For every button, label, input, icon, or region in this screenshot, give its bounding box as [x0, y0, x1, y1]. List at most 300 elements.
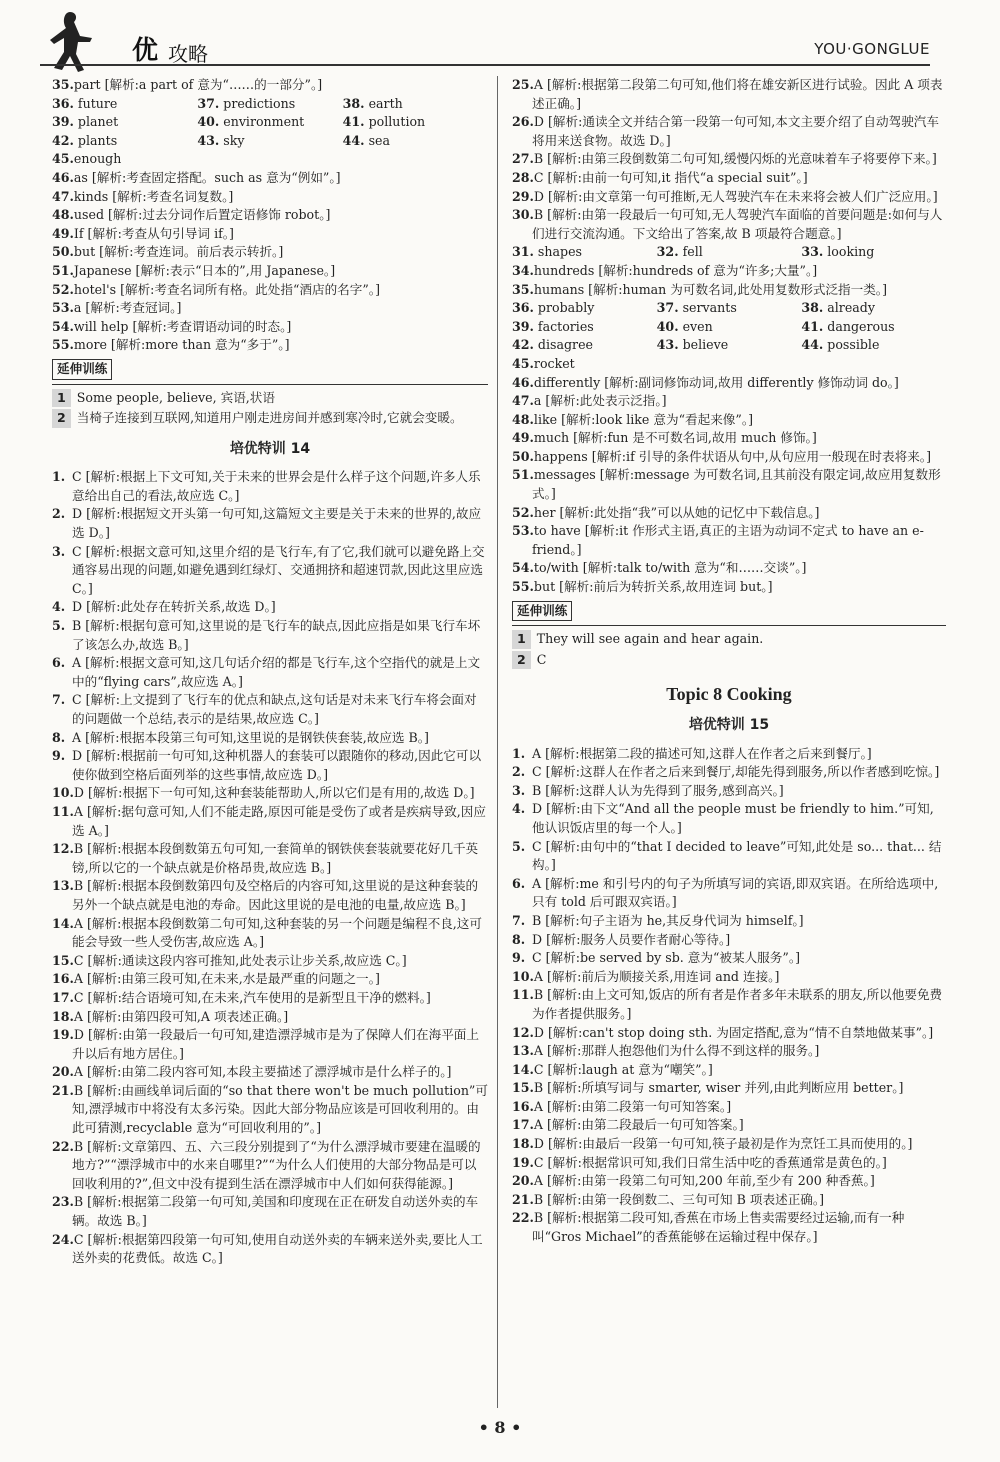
answer-number: 45.	[52, 151, 74, 167]
left-column	[52, 76, 488, 1268]
answer-number: 27.	[512, 151, 534, 167]
answer-item	[52, 76, 488, 95]
answer-item	[52, 729, 488, 748]
answer-cell	[512, 318, 657, 337]
extension-text: C	[536, 651, 547, 667]
answer-text: A [解析:根据本段第三句可知,这里说的是钢铁侠套装,故应选 B。]	[72, 729, 429, 745]
divider-line	[512, 625, 946, 626]
answer-text: but [解析:前后为转折关系,故用连词 but。]	[533, 579, 773, 595]
answer-number: 17.	[512, 1117, 534, 1133]
answer-text: A [解析:据句意可知,人们不能走路,原因可能是受伤了或者是疾病导致,因应选 A。]	[72, 803, 486, 838]
answer-cell	[52, 95, 197, 114]
answer-cell	[343, 95, 488, 114]
answer-list	[512, 355, 946, 597]
answer-number: 40.	[656, 318, 679, 334]
answer-text: B [解析:由第一段倒数二、三句可知 B 项表述正确。]	[533, 1191, 825, 1207]
answer-item	[52, 243, 488, 262]
logo-text: 优	[132, 36, 159, 66]
answer-number: 41.	[342, 114, 365, 130]
brand-logo	[40, 8, 240, 78]
answer-text: B [解析:根据第二段可知,香蕉在市场上售卖需要经过运输,而有一种叫“Gros Michael”的香蕉能够在运输过程中保存。]	[532, 1210, 905, 1245]
answer-number: 16.	[52, 971, 74, 987]
answer-item	[512, 782, 946, 801]
answer-number: 49.	[512, 430, 534, 446]
answer-number: 2.	[52, 506, 66, 522]
answer-text: much [解析:fun 是不可数名词,故用 much 修饰。]	[533, 430, 817, 446]
answer-text: hotel's [解析:考查名词所有格。此处指“酒店的名字”。]	[73, 281, 381, 297]
answer-item	[512, 504, 946, 523]
answer-item	[512, 1098, 946, 1117]
answer-item	[52, 336, 488, 355]
answer-list	[52, 76, 488, 95]
answer-text: hundreds [解析:hundreds of 意为“许多;大量”。]	[533, 262, 818, 278]
answer-number: 8.	[52, 729, 66, 745]
answer-text: part [解析:a part of 意为“……的一部分”。]	[73, 77, 323, 92]
answer-text: A [解析:由第三段可知,在未来,水是最严重的问题之一。]	[73, 971, 380, 987]
answer-cell	[657, 336, 802, 355]
answer-text: looking	[823, 244, 875, 260]
answer-number: 29.	[512, 188, 534, 204]
answer-number: 43.	[656, 337, 679, 353]
answer-text: rocket	[533, 355, 575, 371]
answer-item	[512, 1135, 946, 1154]
answer-item	[512, 1061, 946, 1080]
answer-number: 39.	[512, 318, 534, 334]
answer-text: D [解析:由文章第一句可推断,无人驾驶汽车在未来将会被人们广泛应用。]	[533, 188, 938, 204]
answer-text: D [解析:由最后一段第一句可知,筷子最初是作为烹饪工具而使用的。]	[533, 1136, 913, 1152]
answer-text: B [解析:句子主语为 he,其反身代词为 himself。]	[532, 912, 804, 928]
answer-text: D [解析:根据短文开头第一句可知,这篇短文主要是关于未来的世界的,故应选 D。]	[72, 506, 482, 541]
topic-title: Topic 8 Cooking	[666, 684, 792, 705]
answer-item	[52, 877, 488, 914]
answer-text: A [解析:那群人抱怨他们为什么得不到这样的服务。]	[533, 1043, 820, 1059]
answer-number: 54.	[512, 560, 534, 576]
answer-text: A [解析:由第二段内容可知,本段主要描述了漂浮城市是什么样子的。]	[73, 1064, 452, 1080]
answer-grid	[52, 95, 488, 151]
answer-number: 14.	[52, 915, 74, 931]
answer-item	[52, 1063, 488, 1082]
answer-text: to have [解析:it 作形式主语,真正的主语为动词不定式 to have an e-friend。]	[532, 523, 924, 557]
answer-number: 12.	[52, 841, 74, 857]
answer-number: 3.	[512, 782, 526, 798]
answer-number: 15.	[512, 1080, 534, 1096]
answer-list	[512, 262, 946, 299]
answer-text: kinds [解析:考查名词复数。]	[73, 188, 234, 204]
answer-list	[52, 150, 488, 355]
section-title: 培优特训 14	[229, 440, 311, 457]
extension-item	[52, 409, 488, 428]
answer-number: 35.	[512, 281, 534, 297]
answer-item	[512, 188, 946, 207]
answer-list	[512, 745, 946, 1247]
answer-text: C [解析:这群人在作者之后来到餐厅,却能先得到服务,所以作者感到吃惊。]	[532, 764, 940, 780]
answer-item	[52, 970, 488, 989]
answer-text: D [解析:根据下一句可知,这种套装能帮助人,所以它们是有用的,故选 D。]	[73, 785, 475, 801]
answer-number: 41.	[801, 318, 824, 334]
answer-row	[512, 243, 946, 262]
answer-text: more [解析:more than 意为“多于”。]	[73, 337, 290, 353]
answer-text: B [解析:根据第二段第一句可知,美国和印度现在正在研发自动送外卖的车辆。故选 B。]	[72, 1194, 479, 1229]
answer-number: 46.	[512, 374, 534, 390]
answer-number: 20.	[52, 1064, 74, 1080]
answer-number: 55.	[512, 579, 534, 595]
extension-text: Some people, believe, 宾语,状语	[76, 389, 275, 405]
answer-item	[512, 1154, 946, 1173]
answer-text: humans [解析:human 为可数名词,此处用复数形式泛指一类。]	[533, 281, 888, 297]
answer-number: 4.	[512, 801, 526, 817]
answer-number: 51.	[512, 467, 534, 483]
answer-text: a [解析:此处表示泛指。]	[533, 393, 667, 409]
answer-item	[512, 968, 946, 987]
answer-number: 54.	[52, 318, 74, 334]
answer-item	[52, 225, 488, 244]
extension-title: 延伸训练	[52, 359, 112, 380]
answer-number: 6.	[52, 655, 66, 671]
brand-name: YOU·GONGLUE	[814, 40, 930, 58]
answer-row	[52, 132, 488, 151]
answer-item	[52, 989, 488, 1008]
answer-number: 49.	[52, 225, 74, 241]
answer-text: disagree	[533, 337, 593, 353]
answer-text: A [解析:由第二段最后一句可知答案。]	[533, 1117, 744, 1133]
answer-text: B [解析:所填写词与 smarter, wiser 并列,由此判断应用 better。]	[533, 1080, 904, 1096]
answer-number: 44.	[342, 132, 365, 148]
answer-item	[512, 466, 946, 503]
answer-cell	[657, 243, 802, 262]
answer-text: A [解析:由第二段第一句可知答案。]	[533, 1098, 732, 1114]
answer-text: C [解析:由前一句可知,it 指代“a special suit”。]	[533, 169, 808, 185]
answer-number: 18.	[512, 1136, 534, 1152]
extension-title: 延伸训练	[512, 601, 572, 622]
answer-cell	[801, 318, 946, 337]
answer-number: 11.	[512, 987, 534, 1003]
answer-item	[512, 931, 946, 950]
answer-item	[512, 150, 946, 169]
answer-item	[512, 429, 946, 448]
answer-text: C [解析:laugh at 意为“嘲笑”。]	[533, 1061, 713, 1077]
answer-number: 20.	[512, 1173, 534, 1189]
answer-item	[512, 912, 946, 931]
answer-item	[512, 281, 946, 300]
answer-number: 11.	[52, 803, 74, 819]
answer-number: 10.	[52, 785, 74, 801]
answer-text: A [解析:前后为顺接关系,用连词 and 连接。]	[533, 968, 780, 984]
answer-item	[512, 1209, 946, 1246]
answer-row	[512, 318, 946, 337]
answer-text: A [解析:根据第二段的描述可知,这群人在作者之后来到餐厅。]	[532, 745, 872, 761]
answer-item	[512, 949, 946, 968]
answer-number: 17.	[52, 989, 74, 1005]
answer-text: predictions	[219, 95, 296, 111]
answer-text: B [解析:根据句意可知,这里说的是飞行车的缺点,因此应指是如果飞行车坏了该怎么办,故选 B。]	[72, 618, 481, 652]
answer-number: 32.	[656, 244, 679, 260]
answer-item	[512, 448, 946, 467]
answer-text: D [解析:此处存在转折关系,故选 D。]	[72, 599, 276, 615]
answer-number: 18.	[52, 1008, 74, 1024]
answer-number: 47.	[512, 393, 534, 409]
answer-number: 16.	[512, 1098, 534, 1114]
answer-number: 14.	[512, 1061, 534, 1077]
answer-item	[52, 1231, 488, 1268]
answer-cell	[801, 243, 946, 262]
answer-text: D [解析:can't stop doing sth. 为固定搭配,意为“情不自禁地做某事”。]	[533, 1024, 934, 1040]
answer-number: 7.	[52, 692, 66, 708]
answer-item	[512, 875, 946, 912]
answer-number: 2.	[512, 764, 526, 780]
answer-cell	[197, 132, 342, 151]
answer-text: pollution	[364, 114, 426, 130]
answer-number: 53.	[52, 300, 74, 316]
answer-number: 31.	[512, 244, 534, 260]
answer-text: A [解析:根据本段倒数第二句可知,这种套装的另一个问题是编程不良,这可能会导致一些人受伤害,故应选 A。]	[72, 915, 482, 950]
answer-item	[52, 206, 488, 225]
answer-number: 36.	[512, 300, 534, 316]
answer-text: B [解析:由第一段最后一句可知,无人驾驶汽车面临的首要问题是:如何与人们进行交流沟通。下文给出了答案,故 B 项最符合题意。]	[532, 207, 943, 241]
answer-item	[512, 392, 946, 411]
answer-item	[52, 784, 488, 803]
answer-grid	[512, 299, 946, 355]
answer-text: used [解析:过去分词作后置定语修饰 robot。]	[73, 207, 331, 223]
answer-item	[512, 374, 946, 393]
extension-number: 1	[52, 389, 71, 408]
answer-number: 19.	[52, 1027, 74, 1043]
answer-row	[512, 336, 946, 355]
answer-number: 13.	[52, 878, 74, 894]
answer-cell	[52, 132, 197, 151]
answer-text: shapes	[533, 244, 582, 260]
answer-cell	[343, 113, 488, 132]
extension-number: 1	[512, 630, 531, 649]
answer-text: C [解析:根据第四段第一句可知,使用自动送外卖的车辆来送外卖,要比人工送外卖的花费低。故选 C。]	[72, 1231, 483, 1266]
extension-number: 2	[52, 409, 71, 428]
answer-text: sea	[364, 132, 391, 148]
extension-item	[52, 389, 488, 408]
answer-grid	[512, 243, 946, 262]
answer-item	[512, 578, 946, 597]
answer-number: 1.	[52, 469, 66, 485]
answer-number: 48.	[52, 207, 74, 223]
answer-text: C [解析:由句中的“that I decided to leave”可知,此处是 so... that... 结构。]	[532, 838, 942, 873]
divider-line	[52, 384, 488, 385]
answer-number: 52.	[52, 281, 74, 297]
answer-number: 19.	[512, 1154, 534, 1170]
answer-text: A [解析:由第四段可知,A 项表述正确。]	[73, 1008, 289, 1024]
answer-text: to/with [解析:talk to/with 意为“和……交谈”。]	[533, 560, 807, 576]
answer-number: 44.	[801, 337, 824, 353]
answer-number: 12.	[512, 1024, 534, 1040]
answer-number: 5.	[52, 618, 66, 634]
answer-text: a [解析:考查冠词。]	[73, 300, 182, 316]
page-number: • 8 •	[478, 1418, 522, 1437]
answer-text: C [解析:根据文意可知,这里介绍的是飞行车,有了它,我们就可以避免路上交通容易出现的问题,如避免遇到红绿灯、交通拥挤和超速罚款,因此这里应选 C。]	[72, 543, 485, 596]
answer-number: 51.	[52, 262, 74, 278]
answer-text: earth	[364, 95, 403, 111]
answer-item	[52, 1082, 488, 1138]
answer-number: 43.	[197, 132, 220, 148]
answer-item	[512, 1042, 946, 1061]
header-rule	[40, 64, 930, 66]
answer-number: 34.	[512, 262, 534, 278]
answer-text: possible	[823, 337, 880, 353]
answer-number: 9.	[52, 748, 66, 764]
answer-cell	[512, 243, 657, 262]
extension-number: 2	[512, 651, 531, 670]
answer-number: 15.	[52, 952, 74, 968]
answer-text: D [解析:根据前一句可知,这种机器人的套装可以跟随你的移动,因此它可以使你做到空格后面列举的这些事情,故应选 D。]	[72, 748, 482, 782]
answer-item	[52, 188, 488, 207]
answer-number: 52.	[512, 504, 534, 520]
answer-item	[52, 1193, 488, 1230]
answer-text: happens [解析:if 引导的条件状语从句中,从句应用一般现在时表将来。]	[533, 448, 932, 464]
answer-text: D [解析:由下文“And all the people must be friendly to him.”可知,他认识饭店里的每一个人。]	[532, 801, 934, 835]
answer-number: 1.	[512, 745, 526, 761]
answer-cell	[197, 113, 342, 132]
answer-item	[512, 986, 946, 1023]
answer-number: 23.	[52, 1194, 74, 1210]
answer-item	[512, 206, 946, 243]
page-header	[0, 0, 1000, 80]
answer-number: 22.	[52, 1138, 74, 1154]
extension-list	[512, 630, 946, 669]
answer-row	[52, 95, 488, 114]
answer-item	[52, 691, 488, 728]
answer-number: 9.	[512, 950, 526, 966]
answer-text: A [解析:由第一段第二句可知,200 年前,至少有 200 种香蕉。]	[533, 1173, 875, 1189]
answer-text: D [解析:由第一段最后一句可知,建造漂浮城市是为了保障人们在海平面上升以后有地方居住。]	[72, 1027, 479, 1061]
answer-cell	[657, 299, 802, 318]
column-divider	[497, 76, 498, 1408]
extension-text: They will see again and hear again.	[536, 631, 764, 647]
answer-item	[52, 505, 488, 542]
answer-item	[512, 745, 946, 764]
answer-item	[512, 800, 946, 837]
answer-item	[512, 559, 946, 578]
answer-text: messages [解析:message 为可数名词,且其前没有限定词,故应用复数形式。]	[532, 467, 941, 502]
answer-text: will help [解析:考查谓语动词的时态。]	[73, 318, 292, 334]
answer-cell	[197, 95, 342, 114]
answer-text: probably	[533, 300, 595, 316]
answer-number: 6.	[512, 875, 526, 891]
answer-item	[52, 598, 488, 617]
answer-number: 26.	[512, 114, 534, 130]
answer-text: C [解析:通读这段内容可推知,此处表示让步关系,故应选 C。]	[73, 952, 407, 968]
answer-number: 30.	[512, 207, 534, 223]
answer-text: future	[73, 95, 118, 111]
answer-item	[52, 915, 488, 952]
answer-number: 42.	[512, 337, 534, 353]
answer-text: B [解析:这群人认为先得到了服务,感到高兴。]	[532, 782, 784, 798]
answer-number: 40.	[197, 114, 220, 130]
answer-list	[512, 76, 946, 243]
answer-number: 42.	[52, 132, 74, 148]
answer-number: 38.	[342, 95, 365, 111]
answer-item	[52, 654, 488, 691]
answer-number: 21.	[52, 1082, 74, 1098]
answer-text: A [解析:根据第二段第二句可知,他们将在雄安新区进行试验。因此 A 项表述正确。]	[532, 77, 943, 111]
answer-number: 38.	[801, 300, 824, 316]
answer-text: dangerous	[823, 318, 895, 334]
answer-item	[512, 1191, 946, 1210]
answer-item	[512, 411, 946, 430]
answer-text: B [解析:由画线单词后面的“so that there won't be much pollution”可知,漂浮城市中将没有太多污染。因此大部分物品应该是可回收利用的。由此可猜测,recyclable 意为“可回收利用的”。]	[72, 1082, 488, 1136]
extension-text: 当椅子连接到互联网,知道用户刚走进房间并感到寒冷时,它就会变暖。	[76, 410, 463, 426]
answer-item	[512, 1172, 946, 1191]
answer-number: 24.	[52, 1231, 74, 1247]
answer-text: C [解析:上文提到了飞行车的优点和缺点,这句话是对未来飞行车将会面对的问题做一个总结,表示的是结果,故应选 C。]	[72, 692, 477, 726]
answer-text: but [解析:考查连词。前后表示转折。]	[73, 244, 284, 260]
answer-cell	[512, 336, 657, 355]
answer-number: 5.	[512, 838, 526, 854]
answer-number: 50.	[52, 244, 74, 260]
answer-cell	[512, 299, 657, 318]
answer-text: factories	[533, 318, 594, 334]
answer-number: 13.	[512, 1043, 534, 1059]
answer-item	[52, 318, 488, 337]
answer-cell	[343, 132, 488, 151]
answer-item	[52, 952, 488, 971]
answer-number: 50.	[512, 448, 534, 464]
answer-text: plants	[73, 132, 118, 148]
answer-text: C [解析:结合语境可知,在未来,汽车使用的是新型且干净的燃料。]	[73, 989, 431, 1005]
answer-text: B [解析:由第三段倒数第二句可知,缓慢闪烁的光意味着车子将要停下来。]	[533, 151, 937, 167]
answer-number: 39.	[52, 114, 74, 130]
answer-item	[52, 1008, 488, 1027]
answer-text: already	[823, 300, 875, 316]
answer-text: sky	[219, 132, 245, 148]
answer-text: C [解析:根据常识可知,我们日常生活中吃的香蕉通常是黄色的。]	[533, 1154, 887, 1170]
answer-text: as [解析:考查固定搭配。such as 意为“例如”。]	[73, 169, 341, 185]
answer-number: 53.	[512, 523, 534, 539]
answer-number: 47.	[52, 188, 74, 204]
answer-item	[52, 617, 488, 654]
answer-number: 37.	[197, 95, 220, 111]
answer-item	[512, 1079, 946, 1098]
answer-number: 3.	[52, 543, 66, 559]
answer-item	[512, 76, 946, 113]
answer-item	[52, 803, 488, 840]
answer-text: believe	[678, 337, 729, 353]
answer-item	[512, 169, 946, 188]
answer-item	[512, 262, 946, 281]
answer-number: 46.	[52, 169, 74, 185]
answer-item	[52, 543, 488, 599]
answer-number: 48.	[512, 411, 534, 427]
answer-text: environment	[219, 114, 305, 130]
answer-number: 4.	[52, 599, 66, 615]
answer-item	[512, 838, 946, 875]
answer-item	[52, 1026, 488, 1063]
answer-text: enough	[73, 151, 122, 167]
answer-text: planet	[73, 114, 119, 130]
answer-text: C [解析:根据上下文可知,关于未来的世界会是什么样子这个问题,许多人乐意给出自己的看法,故应选 C。]	[72, 469, 481, 503]
answer-text: A [解析:根据文意可知,这几句话介绍的都是飞行车,这个空指代的就是上文中的“flying cars”,故应选 A。]	[72, 655, 481, 689]
extension-item	[512, 630, 946, 649]
answer-number: 22.	[512, 1210, 534, 1226]
answer-text: If [解析:考查从句引导词 if。]	[73, 225, 234, 241]
answer-item	[512, 763, 946, 782]
right-column	[512, 76, 946, 1247]
answer-list	[52, 468, 488, 1268]
answer-number: 45.	[512, 355, 534, 371]
answer-cell	[801, 336, 946, 355]
answer-text: fell	[678, 244, 703, 260]
answer-text: servants	[678, 300, 737, 316]
answer-item	[512, 355, 946, 374]
answer-item	[52, 840, 488, 877]
answer-item	[512, 113, 946, 150]
answer-number: 28.	[512, 169, 534, 185]
answer-text: D [解析:服务人员要作者耐心等待。]	[532, 931, 731, 947]
